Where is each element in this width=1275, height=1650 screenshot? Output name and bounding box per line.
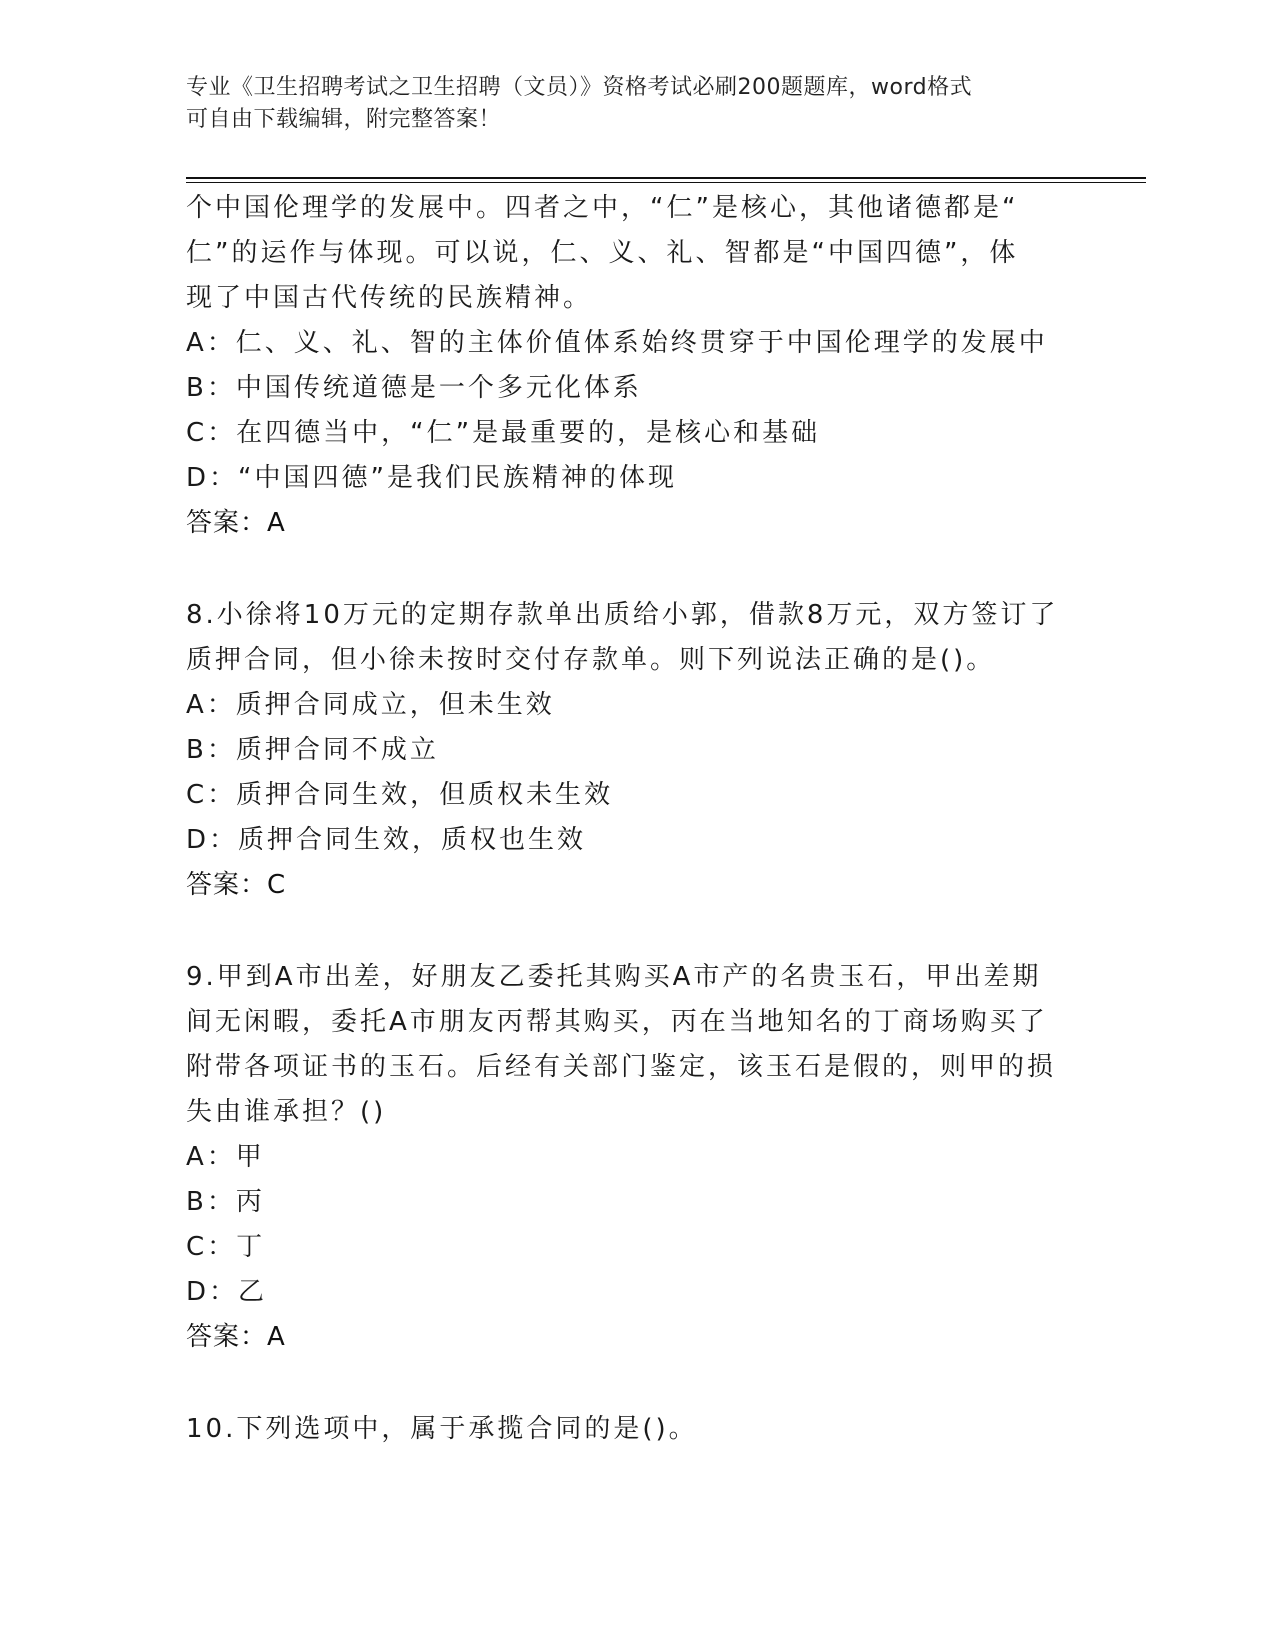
question-9-option-d: D：乙 (186, 1277, 268, 1307)
question-9-option-b: B：丙 (186, 1187, 265, 1217)
spacer (186, 546, 1086, 593)
question-9-text-line-1: 9.甲到A市出差，好朋友乙委托其购买A市产的名贵玉石，甲出差期 (186, 962, 1042, 992)
question-7-option-b: B：中国传统道德是一个多元化体系 (186, 373, 642, 403)
document-body (186, 186, 1086, 1452)
question-8-option-b: B：质押合同不成立 (186, 735, 439, 765)
question-10 (186, 1407, 1086, 1452)
question-7-answer: 答案：A (186, 508, 286, 538)
question-7-option-d: D：“中国四德”是我们民族精神的体现 (186, 463, 677, 493)
question-10-text-line-1: 10.下列选项中，属于承揽合同的是()。 (186, 1414, 698, 1444)
header-divider-thin (186, 182, 1146, 183)
question-9 (186, 955, 1086, 1360)
spacer (186, 1360, 1086, 1407)
question-9-text-line-4: 失由谁承担？() (186, 1097, 387, 1127)
question-8 (186, 593, 1086, 908)
header-title-line-1: 专业《卫生招聘考试之卫生招聘（文员）》资格考试必刷200题题库，word格式 (186, 75, 973, 100)
question-7-text-line-2: 仁”的运作与体现。可以说，仁、义、礼、智都是“中国四德”，体 (186, 238, 1019, 268)
question-8-text-line-1: 8.小徐将10万元的定期存款单出质给小郭，借款8万元，双方签订了 (186, 600, 1059, 630)
question-9-text-line-2: 间无闲暇，委托A市朋友丙帮其购买，丙在当地知名的丁商场购买了 (186, 1007, 1048, 1037)
header-divider-thick (186, 177, 1146, 179)
question-7 (186, 186, 1086, 546)
question-8-option-c: C：质押合同生效，但质权未生效 (186, 780, 614, 810)
document-header (186, 72, 1066, 136)
question-9-option-c: C：丁 (186, 1232, 266, 1262)
spacer (186, 908, 1086, 955)
question-8-text-line-2: 质押合同，但小徐未按时交付存款单。则下列说法正确的是()。 (186, 645, 996, 675)
question-8-option-d: D：质押合同生效，质权也生效 (186, 825, 587, 855)
question-7-option-a: A：仁、义、礼、智的主体价值体系始终贯穿于中国伦理学的发展中 (186, 328, 1048, 358)
question-9-text-line-3: 附带各项证书的玉石。后经有关部门鉴定，该玉石是假的，则甲的损 (186, 1052, 1057, 1082)
header-title-line-2: 可自由下载编辑，附完整答案！ (186, 107, 502, 132)
question-7-option-c: C：在四德当中，“仁”是最重要的，是核心和基础 (186, 418, 821, 448)
question-8-option-a: A：质押合同成立，但未生效 (186, 690, 555, 720)
question-9-option-a: A：甲 (186, 1142, 265, 1172)
question-9-answer: 答案：A (186, 1322, 286, 1352)
question-7-text-line-1: 个中国伦理学的发展中。四者之中，“仁”是核心，其他诸德都是“ (186, 193, 1019, 223)
question-7-text-line-3: 现了中国古代传统的民族精神。 (186, 283, 593, 313)
question-8-answer: 答案：C (186, 870, 287, 900)
